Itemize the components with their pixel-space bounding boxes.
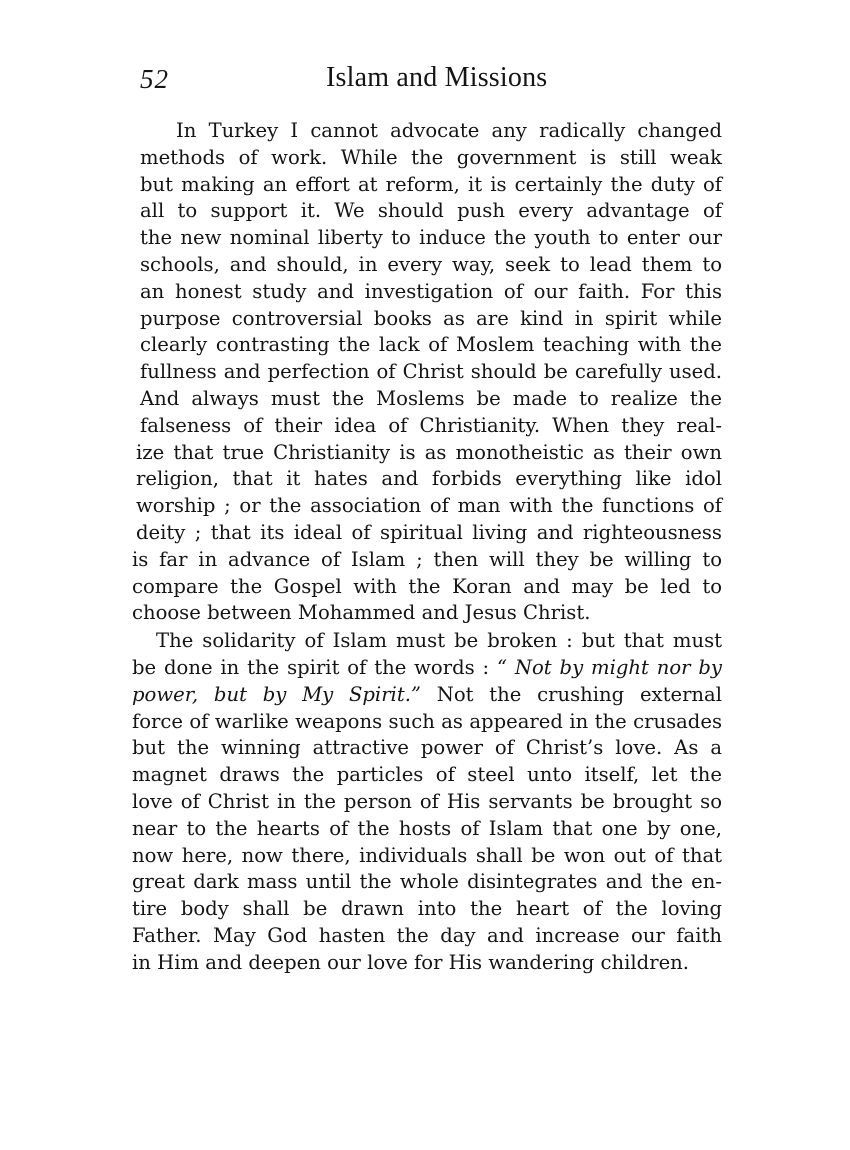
text-line: but making an effort at reform, it is certainly the duty of [140,172,722,196]
text-line [132,655,722,682]
text-line: schools, and should, in every way, seek to lead them to [140,252,722,276]
text-line: Father. May God hasten the day and increase our faith [132,923,722,947]
page-number: 52 [140,64,169,94]
text-line: in Him and deepen our love for His wandering children. [132,950,690,974]
text-line: all to support it. We should push every advantage of [140,199,722,223]
text-line: religion, that it hates and forbids everything like idol [136,467,722,491]
text-line: falseness of their idea of Christianity. When they real- [140,413,722,437]
paragraph-1 [132,118,722,627]
text-run: Not the crushing external [420,682,722,706]
text-line: near to the hearts of the hosts of Islam that one by one, [132,816,722,840]
text-line: is far in advance of Islam ; then will they be willing to [132,547,722,571]
text-line: ize that true Christianity is as monotheistic as their own [136,440,722,464]
text-line: the new nominal liberty to induce the youth to enter our [140,226,722,250]
text-line: tire body shall be drawn into the heart of the loving [132,897,722,921]
text-line: methods of work. While the government is still weak [140,145,722,169]
scripture-quote: power, but by My Spirit.” [132,682,421,706]
text-line: choose between Mohammed and Jesus Christ. [132,601,591,625]
text-line: love of Christ in the person of His servants be brought so [132,789,722,813]
text-line: an honest study and investigation of our faith. For this [140,279,722,303]
text-line: worship ; or the association of man with the functions of [136,494,722,518]
text-run: be done in the spirit of the words : [132,655,497,679]
text-line: And always must the Moslems be made to realize the [140,386,722,410]
text-line [132,682,722,709]
text-line: force of warlike weapons such as appeared in the crusades [132,709,722,733]
text-line: but the winning attractive power of Christ’s love. As a [132,736,722,760]
text-line: magnet draws the particles of steel unto itself, let the [132,763,722,787]
text-line: The solidarity of Islam must be broken : but that must [156,629,722,653]
text-line: purpose controversial books as are kind in spirit while [140,306,722,330]
running-head [140,62,720,102]
text-line: deity ; that its ideal of spiritual living and righteousness [136,520,722,544]
text-line: fullness and perfection of Christ should be carefully used. [140,360,722,384]
running-title: Islam and Missions [326,62,548,93]
text-line: now here, now there, individuals shall be won out of that [132,843,722,867]
text-line: great dark mass until the whole disintegrates and the en- [132,870,722,894]
paragraph-2 [132,628,722,976]
body-text [132,118,722,977]
text-line: clearly contrasting the lack of Moslem teaching with the [140,333,722,357]
scripture-quote: “ Not by might nor by [497,655,722,679]
text-line: In Turkey I cannot advocate any radically changed [176,119,722,142]
text-line: compare the Gospel with the Koran and may be led to [132,574,722,598]
